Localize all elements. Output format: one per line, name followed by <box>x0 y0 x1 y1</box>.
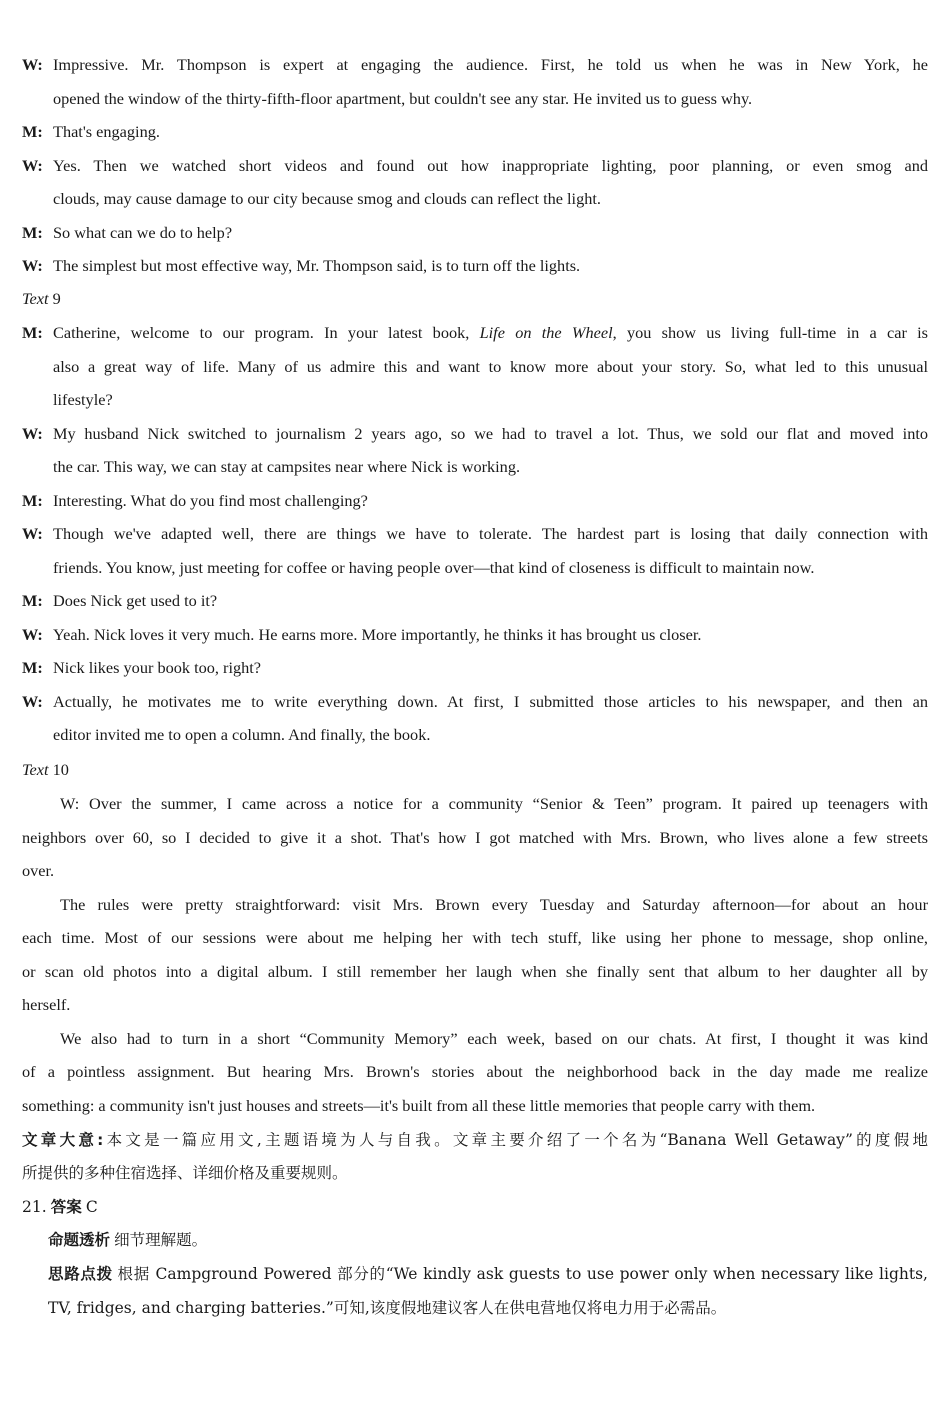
summary-line <box>22 1163 348 1183</box>
heading-word: Text <box>22 760 49 779</box>
paragraph-text: something: a community isn't just houses and streets—it's built from all these little memories that people carry with them. <box>22 1095 816 1115</box>
dialogue-line <box>53 390 113 410</box>
speaker: M: <box>22 658 43 677</box>
dialogue-text: friends. You know, just meeting for coffee or having people over—that kind of closeness is difficult to maintain now. <box>53 557 815 577</box>
dialogue-text: also a great way of life. Many of us admire this and want to know more about your story. So, what led to this unusual <box>53 356 928 376</box>
dialogue-line <box>53 725 430 745</box>
speaker: W: <box>22 423 43 443</box>
speaker-label <box>22 424 43 444</box>
speaker-label <box>22 223 43 243</box>
paragraph-line <box>60 1029 928 1049</box>
speaker-label <box>22 55 43 75</box>
speaker: W: <box>22 55 43 74</box>
paragraph-line <box>22 1062 928 1082</box>
dialogue-line <box>53 357 928 377</box>
dialogue-line <box>53 89 752 109</box>
dialogue-text: So what can we do to help? <box>53 222 233 242</box>
speaker: M: <box>22 490 43 510</box>
paragraph-line <box>22 928 928 948</box>
speaker-label <box>22 625 43 645</box>
paragraph-text: each time. Most of our sessions were about me helping her with tech stuff, like using her phone to message, shop online, <box>22 928 928 947</box>
reasoning-text: TV, fridges, and charging batteries.”可知,该度假地建议客人在供电营地仅将电力用于必需品。 <box>48 1299 727 1317</box>
dialogue-text: Catherine, welcome to our program. In your latest book, <box>53 323 480 342</box>
speaker-label <box>22 591 43 611</box>
paragraph-text: or scan old photos into a digital album. I still remember her laugh when she finally sent that album to her daughter all by <box>22 961 928 981</box>
paragraph-text: neighbors over 60, so I decided to give it a shot. That's how I got matched with Mrs. Brown, who lives alone a few streets <box>22 827 928 847</box>
speaker-label <box>22 658 43 678</box>
summary-label: 文章大意: <box>22 1131 104 1149</box>
speaker: M: <box>22 323 43 342</box>
text10-heading <box>22 760 69 780</box>
dialogue-text: clouds, may cause damage to our city because smog and clouds can reflect the light. <box>53 189 601 208</box>
dialogue-text-end: , you show us living full-time in a car is <box>612 323 929 342</box>
speaker: M: <box>22 222 43 242</box>
paragraph-line <box>22 962 928 982</box>
reasoning-line <box>48 1264 928 1284</box>
speaker: W: <box>22 155 43 175</box>
book-title: Life on the Wheel <box>479 323 613 342</box>
dialogue-text: Impressive. Mr. Thompson is expert at engaging the audience. First, he told us when he was in New York, he <box>53 55 928 74</box>
speaker: W: <box>22 524 43 543</box>
dialogue-text: opened the window of the thirty-fifth-floor apartment, but couldn't see any star. He invited us to guess why. <box>53 88 753 108</box>
paragraph-line <box>22 995 70 1015</box>
speaker: W: <box>22 624 43 644</box>
answer-label: 答案 <box>50 1198 82 1216</box>
dialogue-text: editor invited me to open a column. And finally, the book. <box>53 725 431 744</box>
speaker-label <box>22 122 43 142</box>
dialogue-text: The simplest but most effective way, Mr. Thompson said, is to turn off the lights. <box>53 256 581 275</box>
paragraph-text: The rules were pretty straightforward: visit Mrs. Brown every Tuesday and Saturday afternoon—for about an hour <box>60 894 928 914</box>
paragraph-text: over. <box>22 861 55 880</box>
dialogue-text: My husband Nick switched to journalism 2 years ago, so we had to travel a lot. Thus, we sold our flat and moved into <box>53 423 928 443</box>
dialogue-text: Actually, he motivates me to write everything down. At first, I submitted those articles to his newspaper, and then an <box>53 691 928 711</box>
dialogue-text: Does Nick get used to it? <box>53 591 218 610</box>
dialogue-line <box>53 122 160 142</box>
paragraph-line <box>22 1096 815 1116</box>
dialogue-text: That's engaging. <box>53 122 160 141</box>
dialogue-line <box>53 591 217 611</box>
dialogue-text: Yeah. Nick loves it very much. He earns more. More importantly, he thinks it has brought us closer. <box>53 624 702 644</box>
dialogue-text: the car. This way, we can stay at campsites near where Nick is working. <box>53 457 521 476</box>
dialogue-line <box>53 323 928 343</box>
answer-value: C <box>85 1198 98 1216</box>
speaker-label <box>22 256 43 276</box>
dialogue-line <box>53 558 814 578</box>
dialogue-text: Though we've adapted well, there are things we have to tolerate. The hardest part is losing that daily connection with <box>53 524 928 543</box>
dialogue-line <box>53 256 580 276</box>
paragraph-line <box>60 895 928 915</box>
analysis-line <box>48 1230 207 1250</box>
dialogue-line <box>53 524 928 544</box>
dialogue-text: Nick likes your book too, right? <box>53 658 262 677</box>
dialogue-line <box>53 55 928 75</box>
speaker-label <box>22 156 43 176</box>
dialogue-line <box>53 491 368 511</box>
speaker-label <box>22 491 43 511</box>
dialogue-line <box>53 692 928 712</box>
reasoning-label: 思路点拨 <box>48 1265 113 1283</box>
paragraph-text: W: Over the summer, I came across a notice for a community “Senior & Teen” program. It paired up teenagers with <box>60 794 928 813</box>
summary-line <box>22 1130 928 1150</box>
paragraph-text: of a pointless assignment. But hearing Mrs. Brown's stories about the neighborhood back in the day made me realize <box>22 1062 928 1081</box>
dialogue-line <box>53 424 928 444</box>
speaker: W: <box>22 691 43 711</box>
speaker-label <box>22 323 43 343</box>
dialogue-text: Yes. Then we watched short videos and found out how inappropriate lighting, poor planning, or even smog and <box>53 155 928 175</box>
summary-text: 所提供的多种住宿选择、详细价格及重要规则。 <box>22 1164 348 1182</box>
dialogue-line <box>53 658 261 678</box>
dialogue-line <box>53 457 520 477</box>
paragraph-line <box>60 794 928 814</box>
dialogue-line <box>53 156 928 176</box>
dialogue-line <box>53 625 701 645</box>
summary-text: 本文是一篇应用文,主题语境为人与自我。文章主要介绍了一个名为“Banana Well Getaway”的度假地 <box>103 1131 928 1149</box>
paragraph-line <box>22 861 54 881</box>
paragraph-text: We also had to turn in a short “Community Memory” each week, based on our chats. At first, I thought it was kind <box>60 1028 928 1048</box>
answer-line <box>22 1197 98 1217</box>
speaker-label <box>22 692 43 712</box>
dialogue-text: lifestyle? <box>53 390 113 409</box>
heading-word: Text <box>22 289 49 308</box>
analysis-value: 细节理解题。 <box>114 1231 208 1249</box>
dialogue-line <box>53 223 232 243</box>
dialogue-text: Interesting. What do you find most challenging? <box>53 490 368 510</box>
reasoning-text: 根据 Campground Powered 部分的“We kindly ask guests to use power only when necessary like lights, <box>117 1265 928 1283</box>
paragraph-line <box>22 828 928 848</box>
analysis-label: 命题透析 <box>48 1231 111 1249</box>
speaker: M: <box>22 591 43 610</box>
heading-number: 9 <box>52 289 61 308</box>
speaker: M: <box>22 122 43 141</box>
speaker-label <box>22 524 43 544</box>
paragraph-text: herself. <box>22 995 71 1014</box>
dialogue-line <box>53 189 601 209</box>
reasoning-line <box>48 1298 726 1318</box>
text9-heading <box>22 289 61 309</box>
heading-number: 10 <box>52 760 69 779</box>
speaker: W: <box>22 256 43 275</box>
question-number: 21. <box>22 1198 47 1216</box>
